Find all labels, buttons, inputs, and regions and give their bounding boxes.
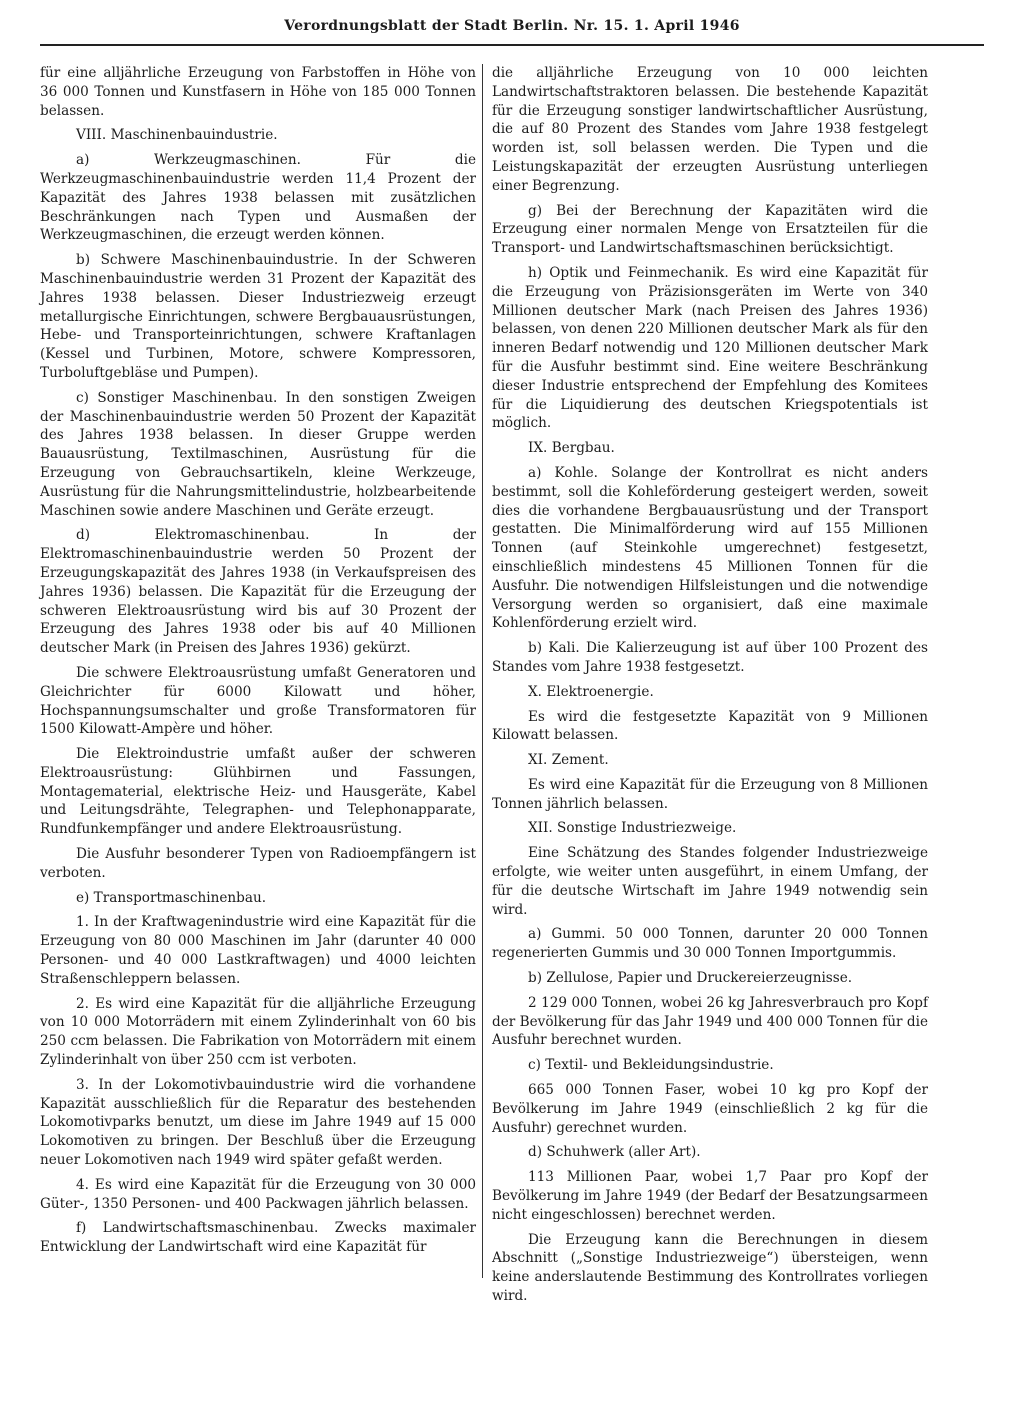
paragraph: c) Sonstiger Maschinenbau. In den sonstigen Zweigen der Maschinenbauindustrie werden 50 Prozent der Kapazität des Jahres 1938 belassen. In dieser Gruppe werden Bauausrüstung, Textilmaschinen, Ausrüstung für die Erzeugung von Gebrauchsartikeln, kleine Werkzeuge, Ausrüstung für die Nahrungsmittelindustrie, holzbearbeitende Maschinen sowie andere Maschinen und Geräte erzeugt. [40,389,476,519]
paragraph: f) Landwirtschaftsmaschinenbau. Zwecks maximaler Entwicklung der Landwirtschaft wird eine Kapazität für [40,1220,476,1256]
header-rule [40,44,984,46]
paragraph: b) Zellulose, Papier und Druckereierzeugnisse. [528,970,853,987]
paragraph: 2 129 000 Tonnen, wobei 26 kg Jahresverbrauch pro Kopf der Bevölkerung für das Jahr 1949 und 400 000 Tonnen für die Ausfuhr berechnet wurden. [492,994,928,1049]
paragraph: b) Schwere Maschinenbauindustrie. In der Schweren Maschinenbauindustrie werden 31 Prozent der Kapazität des Jahres 1938 belassen. Dieser Industriezweig erzeugt metallurgische Einrichtungen, schwere Bergbauausrüstungen, Hebe- und Transporteinrichtungen, schwere Kraftanlagen (Kessel und Turbinen, Motore, schwere Kompressoren, Turboluftgebläse und Pumpen). [40,252,476,381]
paragraph: a) Gummi. 50 000 Tonnen, darunter 20 000 Tonnen regenerierten Gummis und 30 000 Tonnen Importgummis. [492,926,928,962]
right-column [492,64,928,1312]
subsection-heading: e) Transportmaschinenbau. [76,889,267,906]
paragraph: die alljährliche Erzeugung von 10 000 leichten Landwirtschaftstraktoren belassen. Die bestehende Kapazität für die Erzeugung sonstiger landwirtschaftlicher Ausrüstung, die auf 80 Prozent des Standes vom Jahre 1938 festgelegt worden ist, soll belassen werden. Die Typen und die Leistungskapazität der erzeugten Ausrüstung unterliegen einer Begrenzung. [492,65,928,194]
paragraph: a) Werkzeugmaschinen. Für die Werkzeugmaschinenbauindustrie werden 11,4 Prozent der Kapazität des Jahres 1938 belassen mit zusätzlichen Beschränkungen nach Typen und Ausmaßen der Werkzeugmaschinen, die erzeugt werden können. [40,152,476,244]
paragraph: b) Kali. Die Kalierzeugung ist auf über 100 Prozent des Standes vom Jahre 1938 festgesetzt. [492,640,928,675]
column-divider [482,64,483,1278]
left-column [40,64,476,1263]
paragraph: 665 000 Tonnen Faser, wobei 10 kg pro Kopf der Bevölkerung im Jahre 1949 (einschließlich 2 kg für die Ausfuhr) gerechnet wurden. [492,1082,928,1136]
paragraph: für eine alljährliche Erzeugung von Farbstoffen in Höhe von 36 000 Tonnen und Kunstfasern in Höhe von 185 000 Tonnen belassen. [40,65,476,119]
paragraph: 1. In der Kraftwagenindustrie wird eine Kapazität für die Erzeugung von 80 000 Maschinen im Jahr (darunter 40 000 Personen- und 40 000 Lastkraftwagen) und 4000 leichten Straßenschleppern belassen. [40,914,476,987]
paragraph: 113 Millionen Paar, wobei 1,7 Paar pro Kopf der Bevölkerung im Jahre 1949 (der Bedarf der Besatzungsarmeen nicht eingeschlossen) berechnet werden. [492,1169,928,1223]
paragraph: Die Erzeugung kann die Berechnungen in diesem Abschnitt („Sonstige Industriezweige“) übersteigen, wenn keine anderslautende Bestimmung des Kontrollrates vorliegen wird. [492,1231,928,1305]
section-heading: XI. Zement. [528,752,609,769]
paragraph: c) Textil- und Bekleidungsindustrie. [528,1057,774,1074]
paragraph: Eine Schätzung des Standes folgender Industriezweige erfolgte, wie weiter unten ausgeführt, in einem Umfang, der für die deutsche Wirtschaft im Jahre 1949 notwendig sein wird. [492,845,928,918]
paragraph: Es wird eine Kapazität für die Erzeugung von 8 Millionen Tonnen jährlich belassen. [492,776,928,812]
paragraph: Die Ausfuhr besonderer Typen von Radioempfängern ist verboten. [40,846,476,881]
paragraph: 3. In der Lokomotivbauindustrie wird die vorhandene Kapazität ausschließlich für die Reparatur des bestehenden Lokomotivparks benutzt, um diese im Jahre 1949 auf 15 000 Lokomotiven zu bringen. Der Beschluß über die Erzeugung neuer Lokomotiven nach 1949 wird später gefaßt werden. [40,1076,476,1169]
section-heading: X. Elektroenergie. [528,683,654,700]
paragraph: d) Schuhwerk (aller Art). [528,1144,701,1161]
paragraph: Es wird die festgesetzte Kapazität von 9 Millionen Kilowatt belassen. [492,708,928,744]
paragraph: a) Kohle. Solange der Kontrollrat es nicht anders bestimmt, soll die Kohleförderung gesteigert werden, soweit dies die vorhandene Bergbauausrüstung und der Transport gestatten. Die Minimalförderung wird auf 155 Millionen Tonnen (auf Steinkohle umgerechnet) festgesetzt, einschließlich mindestens 45 Millionen Tonnen für die Ausfuhr. Die notwendigen Hilfsleistungen und die notwendige Versorgung werden so organisiert, daß eine maximale Kohlenförderung erzielt wird. [492,464,928,632]
page-header: Verordnungsblatt der Stadt Berlin. Nr. 15. 1. April 1946 [284,18,740,34]
paragraph: 4. Es wird eine Kapazität für die Erzeugung von 30 000 Güter-, 1350 Personen- und 400 Packwagen jährlich belassen. [40,1176,476,1212]
paragraph: Die schwere Elektroausrüstung umfaßt Generatoren und Gleichrichter für 6000 Kilowatt und höher, Hochspannungsumschalter und große Transformatoren für 1500 Kilowatt-Ampère und höher. [40,664,476,738]
paragraph: 2. Es wird eine Kapazität für die alljährliche Erzeugung von 10 000 Motorrädern mit einem Zylinderinhalt von 60 bis 250 ccm belassen. Die Fabrikation von Motorrädern mit einem Zylinderinhalt von über 250 ccm ist verboten. [40,995,476,1069]
paragraph: Die Elektroindustrie umfaßt außer der schweren Elektroausrüstung: Glühbirnen und Fassungen, Montagematerial, elektrische Heiz- und Hausgeräte, Kabel und Leitungsdrähte, Telegraphen- und Telephonapparate, Rundfunkempfänger und andere Elektroausrüstung. [40,746,476,838]
paragraph: h) Optik und Feinmechanik. Es wird eine Kapazität für die Erzeugung von Präzisionsgeräten im Werte von 340 Millionen deutscher Mark (nach Preisen des Jahres 1936) belassen, von denen 220 Millionen deutscher Mark als für den inneren Bedarf notwendig und 120 Millionen deutscher Mark für die Ausfuhr bestimmt sind. Eine weitere Beschränkung dieser Industrie entsprechend der Empfehlung des Komitees für die Liquidierung des deutschen Kriegspotentials ist möglich. [492,264,928,432]
paragraph: d) Elektromaschinenbau. In der Elektromaschinenbauindustrie werden 50 Prozent der Erzeugungskapazität des Jahres 1938 (in Verkaufspreisen des Jahres 1936) belassen. Die Kapazität für die Erzeugung der schweren Elektroausrüstung wird bis auf 30 Prozent der Erzeugung des Jahres 1938 oder bis auf 40 Millionen deutscher Mark (in Preisen des Jahres 1936) gekürzt. [40,527,476,657]
section-heading: XII. Sonstige Industriezweige. [528,820,737,837]
section-heading: IX. Bergbau. [528,440,615,457]
paragraph: g) Bei der Berechnung der Kapazitäten wird die Erzeugung einer normalen Menge von Ersatzteilen für die Transport- und Landwirtschaftsmaschinen berücksichtigt. [492,202,928,257]
section-heading: VIII. Maschinenbauindustrie. [76,127,278,144]
